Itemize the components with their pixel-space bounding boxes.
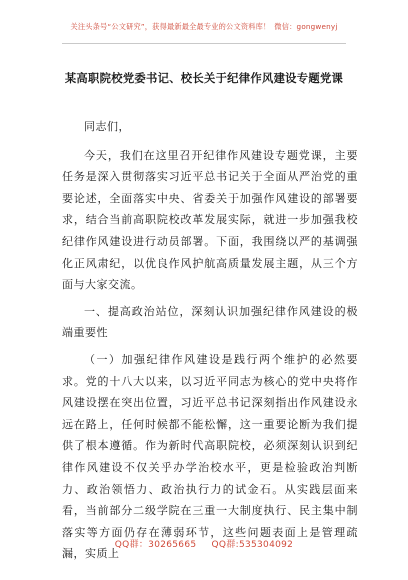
- wechat-id: 微信：gongwenyj: [274, 22, 338, 31]
- paragraph-intro: 今天，我们在这里召开纪律作风建设专题党课，主要任务是深入贯彻落实习近平总书记关于全面从严治党的重要论述，全面落实中央、省委关于加强作风建设的部署要求，结合当前高职院校改革发展实际，就进一步加强我校纪律作风建设进行动员部署。下面，我围绕以严的基调强化正风肃纪，以优良作风护航高质量发展主题，从三个方面与大家交流。: [62, 148, 358, 292]
- footer-contacts: [0, 537, 408, 550]
- document-title: 某高职院校党委书记、校长关于纪律作风建设专题党课: [64, 71, 344, 85]
- banner-text: 关注头条号“公文研究”，获得最新最全最专业的公文资料库！: [70, 22, 271, 31]
- header-banner: [0, 22, 408, 32]
- section-heading-1: 一、提高政治站位，深刻认识加强纪律作风建设的极端重要性: [62, 304, 358, 340]
- footer-qq-group-1: QQ群：30265665: [114, 540, 197, 550]
- document-body: [62, 116, 358, 570]
- header-divider: [62, 43, 346, 44]
- footer-qq-group-2: QQ群:535304092: [211, 540, 294, 550]
- salutation: 同志们，: [84, 120, 130, 133]
- paragraph-subsection-1: （一）加强纪律作风建设是践行两个维护的必然要求。党的十八大以来，以习近平同志为核心的党中央将作风建设摆在突出位置，习近平总书记深刻指出作风建设永远在路上，任何时候都不能松懈，这一重要论断为我们提供了根本遵循。作为新时代高职院校，必须深刻认识到纪律作风建设不仅关乎办学治校水平，更是检验政治判断力、政治领悟力、政治执行力的试金石。从实践层面来看，当前部分二级学院在三重一大制度执行、民主集中制落实等方面仍存在薄弱环节，这些问题表面上是管理疏漏，实质上: [62, 352, 358, 561]
